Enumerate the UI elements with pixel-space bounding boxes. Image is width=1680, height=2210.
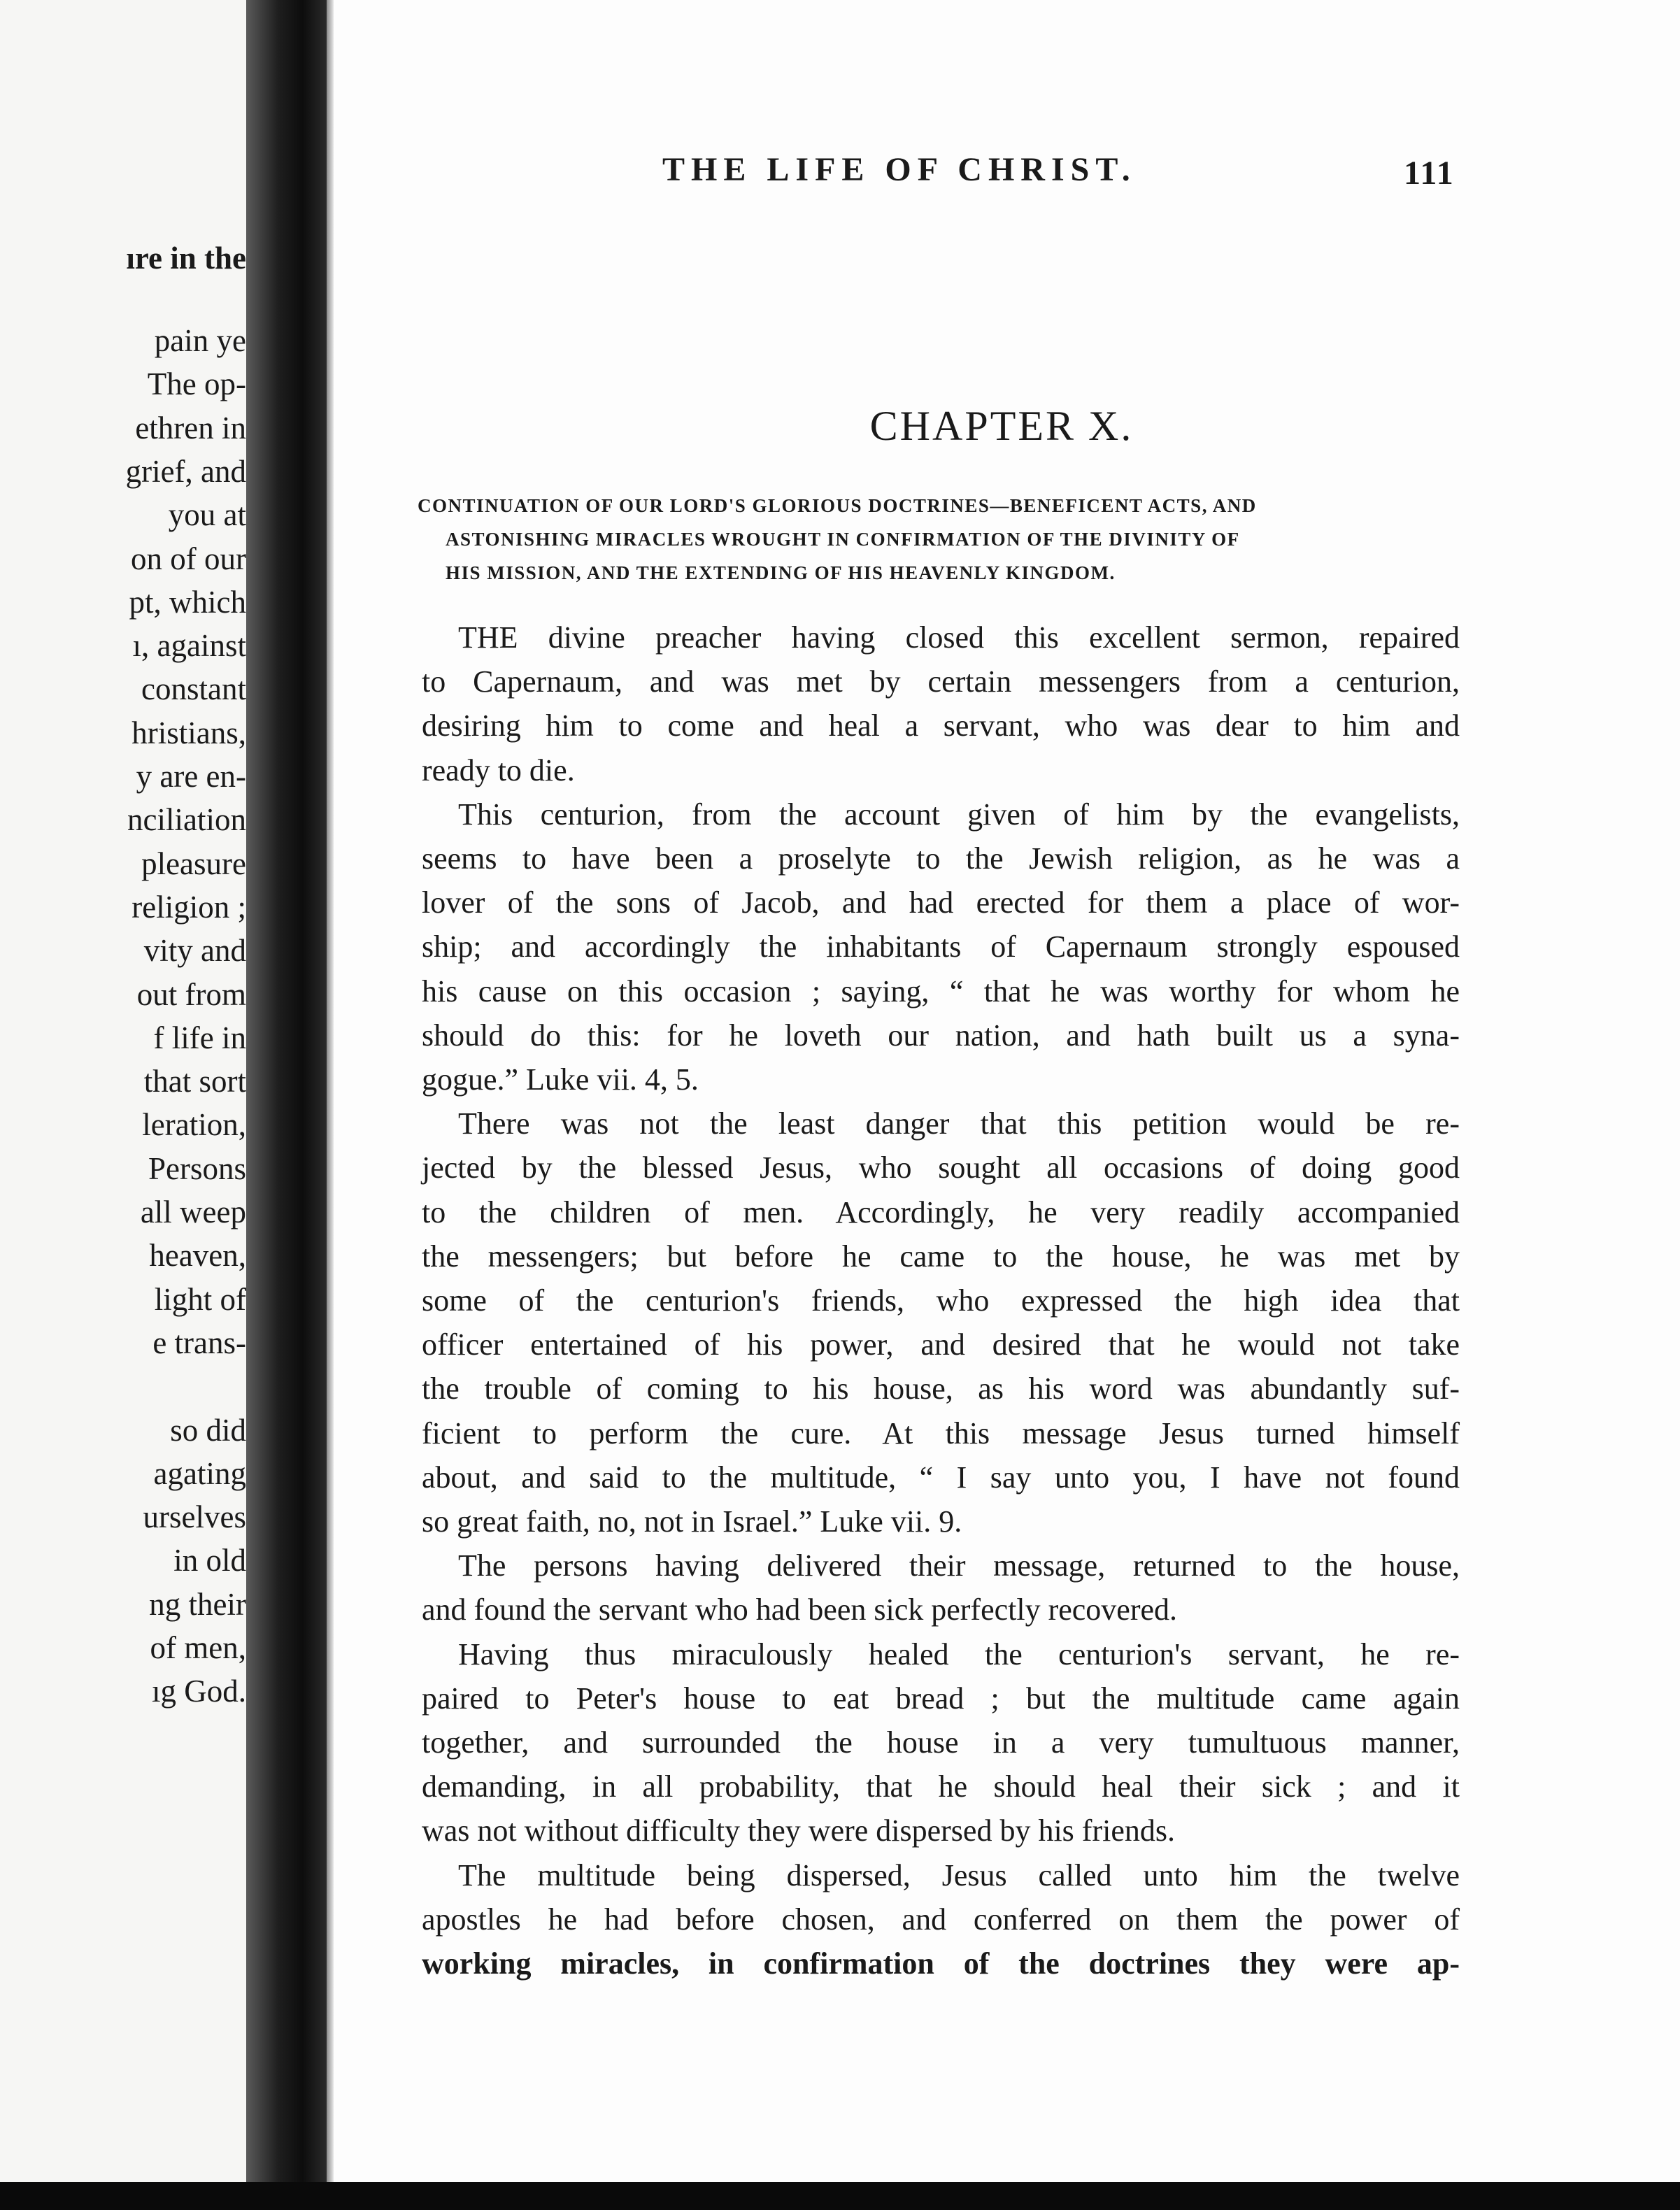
facing-page-line: grief, and: [125, 453, 246, 489]
body-line: ship; and accordingly the inhabitants of Capernaum strongly espoused: [422, 929, 1460, 964]
facing-page-line: Persons: [148, 1150, 246, 1186]
body-line: Having thus miraculously healed the centurion's servant, he re-: [458, 1637, 1460, 1671]
body-line: working miracles, in confirmation of the doctrines they were ap-: [422, 1946, 1460, 1981]
facing-page-line: f life in: [153, 1020, 246, 1055]
facing-page-line: ethren in: [135, 410, 246, 445]
body-line: seems to have been a proselyte to the Jewish religion, as he was a: [422, 841, 1460, 876]
body-line: to Capernaum, and was met by certain messengers from a centurion,: [422, 664, 1460, 699]
book-gutter: [246, 0, 327, 2210]
facing-page-line: pt, which: [129, 584, 246, 620]
facing-page-line: pain ye: [154, 323, 246, 358]
facing-page-line: ng their: [149, 1586, 246, 1622]
body-line: The multitude being dispersed, Jesus called unto him the twelve: [458, 1858, 1460, 1892]
facing-page-line: all weep: [140, 1195, 246, 1229]
body-line: the trouble of coming to his house, as his word was abundantly suf-: [422, 1371, 1460, 1406]
body-line: his cause on this occasion ; saying, “ that he was worthy for whom he: [422, 974, 1460, 1008]
facing-page: [0, 0, 246, 2210]
body-line: ready to die.: [422, 753, 575, 787]
body-line: officer entertained of his power, and desired that he would not take: [422, 1327, 1460, 1362]
body-line: jected by the blessed Jesus, who sought all occasions of doing good: [422, 1150, 1460, 1185]
running-head: THE LIFE OF CHRIST.: [662, 151, 1137, 188]
body-line: gogue.” Luke vii. 4, 5.: [422, 1062, 699, 1097]
body-line: THE divine preacher having closed this excellent sermon, repaired: [458, 620, 1460, 655]
facing-page-line: y are en-: [136, 759, 246, 794]
facing-page-line: ıre in the: [126, 241, 246, 276]
facing-page-line: you at: [168, 497, 246, 533]
chapter-summary-line: ASTONISHING MIRACLES WROUGHT IN CONFIRMATION OF THE DIVINITY OF: [446, 529, 1240, 550]
body-line: and found the servant who had been sick perfectly recovered.: [422, 1592, 1177, 1627]
facing-page-line: heaven,: [149, 1238, 246, 1274]
body-line: There was not the least danger that this petition would be re-: [458, 1106, 1460, 1141]
chapter-title: CHAPTER X.: [869, 403, 1134, 449]
facing-page-line: leration,: [142, 1107, 246, 1143]
facing-page-line: vity and: [143, 933, 246, 969]
facing-page-line: light of: [154, 1281, 246, 1317]
page-number: 111: [1404, 155, 1455, 192]
body-line: The persons having delivered their message, returned to the house,: [458, 1548, 1460, 1583]
facing-page-line: hristians,: [131, 715, 246, 750]
body-line: apostles he had before chosen, and conferred on them the power of: [422, 1902, 1460, 1937]
chapter-summary-line: HIS MISSION, AND THE EXTENDING OF HIS HEAVENLY KINGDOM.: [446, 562, 1116, 583]
body-line: should do this: for he loveth our nation, and hath built us a syna-: [422, 1018, 1460, 1053]
facing-page-line: constant: [141, 671, 246, 707]
facing-page-line: so did: [170, 1412, 246, 1448]
facing-page-line: on of our: [131, 541, 246, 576]
body-line: This centurion, from the account given of him by the evangelists,: [458, 797, 1460, 832]
facing-page-line: religion ;: [131, 889, 246, 925]
facing-page-line: in old: [173, 1543, 246, 1578]
facing-page-line: urselves: [143, 1499, 246, 1535]
facing-page-line: e trans-: [152, 1325, 246, 1360]
body-line: lover of the sons of Jacob, and had erected for them a place of wor-: [422, 885, 1460, 920]
facing-page-line: out from: [136, 976, 246, 1012]
facing-page-line: The op-: [147, 366, 246, 402]
body-line: was not without difficulty they were dispersed by his friends.: [422, 1813, 1175, 1848]
page-edge: [327, 0, 334, 2210]
body-line: so great faith, no, not in Israel.” Luke vii. 9.: [422, 1504, 962, 1539]
body-line: the messengers; but before he came to the house, he was met by: [422, 1239, 1460, 1274]
chapter-summary-line: CONTINUATION OF OUR LORD'S GLORIOUS DOCTRINES—BENEFICENT ACTS, AND: [418, 495, 1257, 516]
body-line: together, and surrounded the house in a very tumultuous manner,: [422, 1725, 1460, 1760]
facing-page-line: pleasure: [141, 846, 246, 881]
facing-page-line: of men,: [150, 1630, 246, 1665]
body-line: to the children of men. Accordingly, he very readily accompanied: [422, 1195, 1460, 1229]
facing-page-line: that sort: [143, 1064, 246, 1099]
body-line: paired to Peter's house to eat bread ; but the multitude came again: [422, 1681, 1460, 1716]
body-line: about, and said to the multitude, “ I say unto you, I have not found: [422, 1460, 1460, 1495]
body-line: ficient to perform the cure. At this message Jesus turned himself: [422, 1416, 1460, 1450]
body-line: desiring him to come and heal a servant, who was dear to him and: [422, 708, 1460, 743]
page: [334, 0, 1680, 2182]
facing-page-line: ıg God.: [152, 1674, 246, 1709]
facing-page-line: agating: [153, 1455, 246, 1491]
scan-border: [0, 2182, 1680, 2210]
body-line: demanding, in all probability, that he should heal their sick ; and it: [422, 1769, 1460, 1804]
facing-page-line: nciliation: [127, 802, 246, 838]
facing-page-line: ı, against: [132, 628, 246, 664]
body-line: some of the centurion's friends, who expressed the high idea that: [422, 1283, 1460, 1318]
